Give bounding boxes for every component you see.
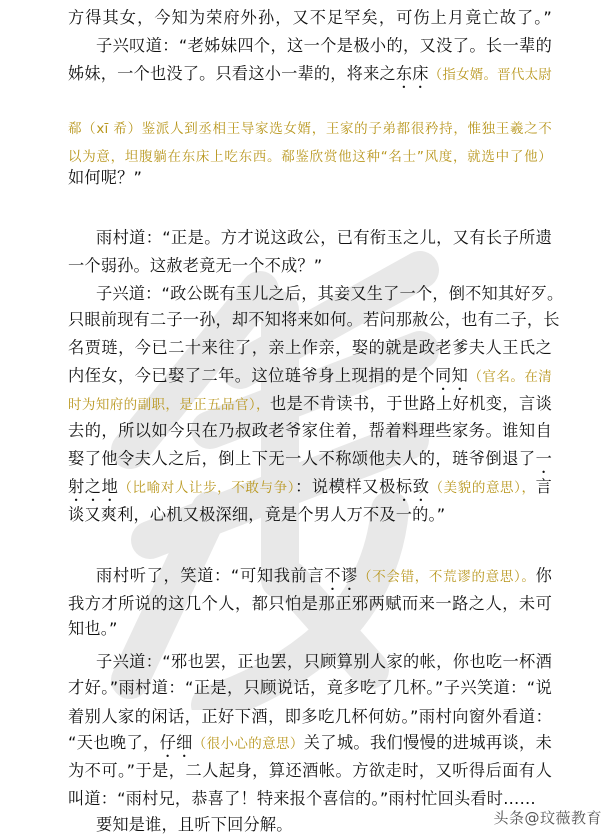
text-line: [68, 786, 536, 812]
text-line: [68, 253, 322, 279]
annotation-note: 时为知府的副职，是正五品官），: [68, 397, 270, 413]
emphasized-term: 东床: [395, 64, 429, 83]
body-text: 姊妹，一个也没了。只看这小一辈的，将来之: [68, 64, 396, 83]
annotation-note: 以为意，坦腹躺在东床上吃东西。郗鉴欣赏他这种“名士”风度，就选中了他）: [68, 149, 552, 165]
body-text: 内侄女，今已娶了二年。这位琏爷身上现捐的是个: [68, 366, 435, 385]
annotation-note: 郗（xī 希）鉴派人到丞相王导家选女婿，王家的子弟都很矜持，惟独王羲之不: [68, 121, 552, 137]
text-line: [68, 704, 552, 730]
text-line: [68, 363, 552, 389]
emphasized-term: 同知: [434, 366, 469, 385]
text-line: [68, 5, 552, 31]
emphasized-term: 一: [535, 449, 552, 468]
text-line: [96, 649, 552, 675]
text-line: [68, 335, 552, 361]
body-text: 要知是谁，且听下回分解。: [96, 815, 293, 834]
emphasized-term: 不谬: [324, 566, 359, 585]
body-text: 娶了他令夫人之后，倒上下无一人不称颂他夫人的，琏爷倒退了: [68, 449, 536, 468]
body-text: 子兴叹道：“老姊妹四个，这一个是极小的，又没了。长一辈的: [96, 36, 552, 55]
body-text: 去的，所以如今只在乃叔政老爷家住着，帮着料理些家务。谁知自: [68, 421, 552, 440]
annotation-note: （不会错，不荒谬的意思）。: [358, 569, 536, 585]
text-line: [68, 418, 552, 444]
annotation-line: [68, 115, 552, 141]
body-text: 方得其女，今知为荣府外孙，又不足罕矣，可伤上月竟亡故了。”: [68, 8, 552, 27]
body-text: 子兴道：“邪也罢，正也罢，只顾算别人家的帐，你也吃一杯酒: [96, 652, 552, 671]
text-line: [96, 281, 564, 307]
body-text: ：说模样又极: [295, 477, 396, 496]
body-text: 叫道：“雨村兄，恭喜了！特来报个喜信的。”雨村忙回头看时……: [68, 789, 536, 808]
text-line: [68, 591, 552, 617]
text-line: [68, 758, 552, 784]
body-text: 关了城。我们慢慢的进城再谈，未: [303, 733, 553, 752]
text-line: [68, 165, 142, 191]
text-line: [68, 502, 445, 528]
text-line: [68, 675, 552, 701]
body-text: 只眼前现有二子一孙，却不知将来如何。若问那赦公，也有二子，长: [68, 310, 560, 329]
text-line: [96, 225, 552, 251]
text-line: [96, 33, 552, 59]
body-text: 雨村道：“正是。方才说这政公，已有衔玉之儿，又有长子所遗: [96, 228, 552, 247]
source-credit-watermark: 头条@玟薇教育: [493, 809, 602, 827]
annotation-note: （指女婿。晋代太尉: [428, 67, 552, 83]
body-text: “天也晚了，: [68, 733, 160, 752]
text-line: [68, 474, 552, 500]
body-text: 如何呢？”: [68, 168, 143, 187]
body-text: 一个弱孙。这赦老竟无一个不成？”: [68, 256, 323, 275]
text-line: [96, 812, 293, 838]
text-line: [68, 307, 560, 333]
text-line: [68, 616, 118, 642]
body-text: 知也。”: [68, 619, 118, 638]
body-text: 我方才所说的这几个人，都只怕是那正邪两赋而来一路之人，未可: [68, 594, 552, 613]
annotation-note: （很小心的意思）: [192, 736, 304, 752]
body-text: 也是不肯读书，于世路上好机变，言谈: [269, 394, 553, 413]
emphasized-term: 标致: [395, 477, 430, 496]
body-text: 子兴道：“政公既有玉儿之后，其妾又生了一个，倒不知其好歹。: [96, 284, 564, 303]
text-line: [68, 391, 552, 417]
body-text: 言: [535, 477, 553, 496]
emphasized-term: 射之地: [68, 477, 119, 496]
text-line: [68, 446, 552, 472]
body-text: 着别人家的闲话，正好下酒，即多吃几杯何妨。”雨村向窗外看道：: [68, 707, 552, 726]
text-line: [68, 61, 552, 87]
body-text: 你: [535, 566, 552, 585]
annotation-note: （官名。在清: [468, 369, 553, 385]
body-text: 谈又爽利，心机又极深细，竟是个男人万不及一的。”: [68, 505, 446, 524]
text-line: [68, 730, 552, 756]
annotation-note: （美貌的意思），: [429, 480, 536, 496]
text-line: [96, 563, 552, 589]
body-text: 名贾琏，今已二十来往了，亲上作亲，娶的就是政老爹夫人王氏之: [68, 338, 552, 357]
body-text: 为不可。”于是，二人起身，算还酒帐。方欲走时，又听得后面有人: [68, 761, 552, 780]
body-text: 雨村听了，笑道：“可知我前言: [96, 566, 325, 585]
body-text: 才好。”雨村道：“正是，只顾说话，竟多吃了几杯。”子兴笑道：“说: [68, 678, 552, 697]
emphasized-term: 仔细: [159, 733, 193, 752]
annotation-note: （比喻对人让步，不敢与争）: [118, 480, 296, 496]
